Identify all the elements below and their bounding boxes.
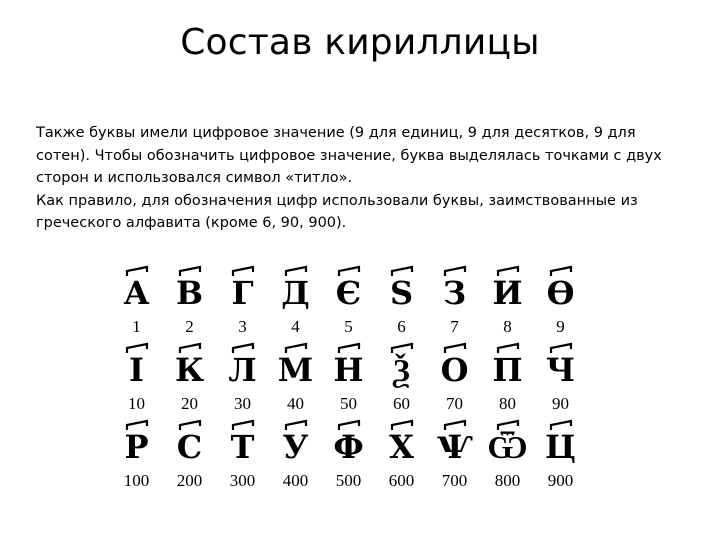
numeral-letter: И bbox=[492, 274, 523, 312]
numeral-letter: Н bbox=[333, 351, 364, 389]
numeral-cell bbox=[269, 416, 322, 493]
numeral-cell bbox=[163, 339, 216, 416]
numeral-value: 6 bbox=[397, 317, 406, 336]
numeral-cell bbox=[163, 416, 216, 493]
numeral-letter: Ѳ bbox=[546, 274, 575, 312]
numeral-letter: Ѯ bbox=[393, 351, 410, 389]
numeral-value: 20 bbox=[181, 394, 198, 413]
numeral-letter: К bbox=[174, 351, 205, 389]
slide-body bbox=[36, 122, 686, 235]
numeral-cell bbox=[481, 416, 534, 493]
numeral-letter: А bbox=[123, 274, 150, 312]
numeral-cell bbox=[534, 339, 587, 416]
numeral-letter: Ф bbox=[333, 428, 364, 466]
numeral-letter: Є bbox=[335, 274, 362, 312]
numeral-letter: У bbox=[282, 428, 309, 466]
numeral-cell bbox=[110, 262, 163, 339]
numeral-value: 900 bbox=[547, 471, 574, 490]
numeral-cell bbox=[269, 339, 322, 416]
numeral-cell bbox=[481, 339, 534, 416]
numeral-letter: М bbox=[277, 351, 314, 389]
numeral-value: 400 bbox=[282, 471, 309, 490]
numeral-value: 7 bbox=[450, 317, 459, 336]
numeral-value: 30 bbox=[234, 394, 251, 413]
numeral-letter: В bbox=[175, 274, 204, 312]
numeral-letter: Ѿ bbox=[487, 428, 528, 466]
numeral-cell bbox=[216, 262, 269, 339]
numeral-letter: Ѕ bbox=[389, 274, 414, 312]
numeral-letter: О bbox=[440, 351, 469, 389]
numeral-cell bbox=[534, 262, 587, 339]
numeral-value: 60 bbox=[393, 394, 410, 413]
numeral-cell bbox=[375, 416, 428, 493]
numeral-value: 200 bbox=[176, 471, 203, 490]
numeral-cell bbox=[322, 416, 375, 493]
numeral-letter: Ѱ bbox=[436, 428, 473, 466]
numeral-value: 10 bbox=[128, 394, 145, 413]
slide-title: Состав кириллицы bbox=[180, 22, 540, 63]
numeral-letter: С bbox=[176, 428, 203, 466]
numeral-cell bbox=[534, 416, 587, 493]
numeral-value: 4 bbox=[291, 317, 300, 336]
numeral-letter: Д bbox=[281, 274, 310, 312]
numeral-value: 8 bbox=[503, 317, 512, 336]
numeral-cell bbox=[481, 262, 534, 339]
numeral-value: 90 bbox=[552, 394, 569, 413]
numeral-value: 2 bbox=[185, 317, 194, 336]
numeral-letter: І bbox=[129, 351, 144, 389]
numeral-value: 1 bbox=[132, 317, 141, 336]
numeral-value: 800 bbox=[494, 471, 521, 490]
numeral-letter: Ч bbox=[545, 351, 576, 389]
numeral-letter: П bbox=[492, 351, 523, 389]
numeral-cell bbox=[269, 262, 322, 339]
numeral-value: 600 bbox=[388, 471, 415, 490]
numeral-cell bbox=[110, 339, 163, 416]
numeral-cell bbox=[216, 339, 269, 416]
numeral-letter: Т bbox=[230, 428, 255, 466]
numeral-cell bbox=[163, 262, 216, 339]
numeral-cell bbox=[322, 262, 375, 339]
numeral-value: 80 bbox=[499, 394, 516, 413]
numeral-value: 500 bbox=[335, 471, 362, 490]
numeral-letter: Ц bbox=[545, 428, 576, 466]
numeral-letter: Х bbox=[389, 428, 414, 466]
paragraph-numeric-values: Также буквы имели цифровое значение (9 для единиц, 9 для десятков, 9 для сотен). Чтобы обозначить цифровое значение, буква выделялась точками с двух сторон и использовался символ «титло». bbox=[36, 125, 662, 186]
numeral-cell bbox=[110, 416, 163, 493]
numeral-cell bbox=[428, 262, 481, 339]
numeral-value: 40 bbox=[287, 394, 304, 413]
numeral-letter: Л bbox=[228, 351, 257, 389]
numeral-letter: Р bbox=[124, 428, 149, 466]
numeral-cell bbox=[322, 339, 375, 416]
numeral-value: 100 bbox=[123, 471, 150, 490]
numeral-cell bbox=[428, 339, 481, 416]
numeral-value: 5 bbox=[344, 317, 353, 336]
numeral-letter: Г bbox=[231, 274, 254, 312]
numeral-value: 300 bbox=[229, 471, 256, 490]
numeral-value: 9 bbox=[556, 317, 565, 336]
numeral-value: 50 bbox=[340, 394, 357, 413]
numeral-value: 3 bbox=[238, 317, 247, 336]
numeral-value: 700 bbox=[441, 471, 468, 490]
numeral-value: 70 bbox=[446, 394, 463, 413]
numerals-table bbox=[110, 262, 590, 492]
numeral-cell bbox=[375, 339, 428, 416]
numeral-cell bbox=[428, 416, 481, 493]
numeral-cell bbox=[375, 262, 428, 339]
numeral-cell bbox=[216, 416, 269, 493]
paragraph-greek-origin: Как правило, для обозначения цифр использовали буквы, заимствованные из греческого алфавита (кроме 6, 90, 900). bbox=[36, 192, 638, 231]
numeral-letter: З bbox=[442, 274, 467, 312]
